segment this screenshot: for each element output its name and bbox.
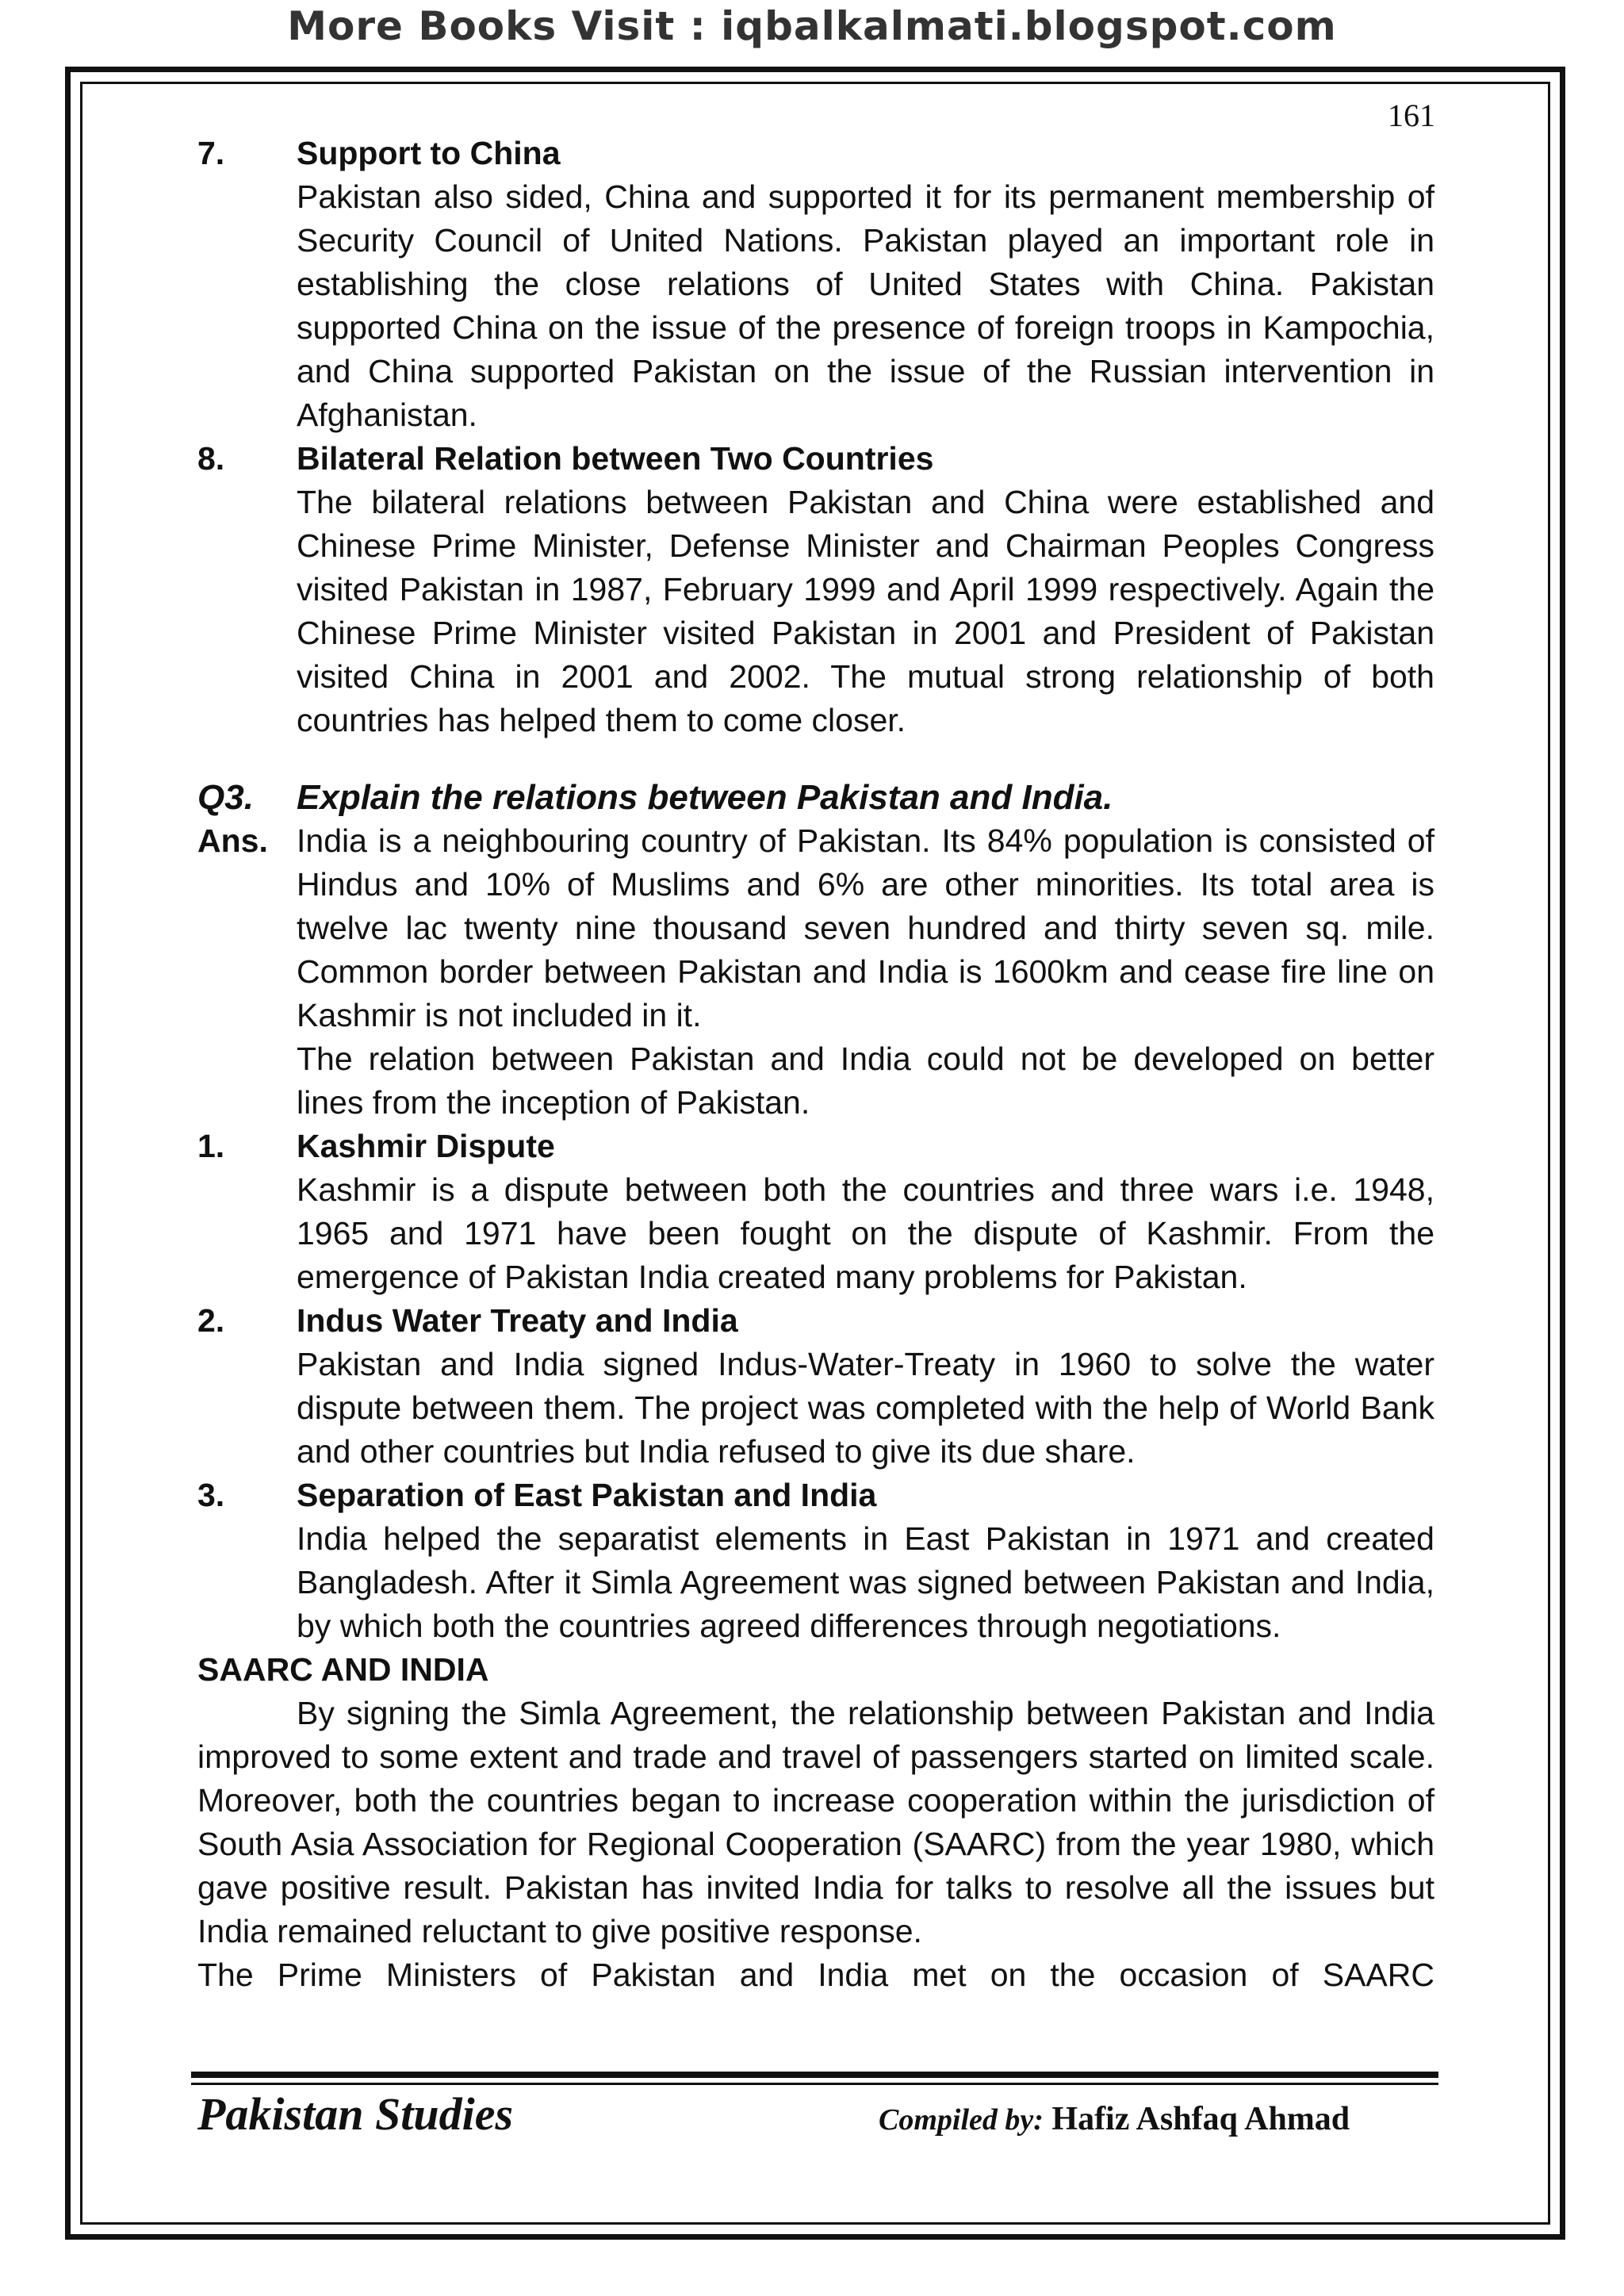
item-title: Indus Water Treaty and India <box>297 1302 738 1339</box>
item-text: Pakistan and India signed Indus-Water-Treaty in 1960 to solve the water dispute between them. The project was completed with the help of World Bank and other countries but India refused to give its due share. <box>297 1346 1434 1470</box>
item-title: Separation of East Pakistan and India <box>297 1477 877 1513</box>
answer-paragraph: India is a neighbouring country of Pakistan. Its 84% population is consisted of Hindus and 10% of Muslims and 6% are other minorities. Its total area is twelve lac twenty nine thousand seven hundred and thirty seven sq. mile. Common border between Pakistan and India is 1600km and cease fire line on Kashmir is not included in it. <box>297 822 1434 1033</box>
page-number: 161 <box>1388 98 1435 133</box>
list-item <box>197 437 1434 742</box>
answer <box>197 819 1434 1125</box>
footer-author: Hafiz Ashfaq Ahmad <box>1051 2101 1350 2137</box>
item-text: India helped the separatist elements in East Pakistan in 1971 and created Bangladesh. After it Simla Agreement was signed between Pakistan and India, by which both the countries agreed differences through negotiations. <box>297 1520 1434 1644</box>
question-text: Explain the relations between Pakistan and India. <box>297 778 1113 817</box>
item-title: Support to China <box>297 135 561 171</box>
banner-link-text: More Books Visit : iqbalkalmati.blogspot.com <box>287 3 1337 49</box>
list-item <box>197 132 1434 437</box>
list-item <box>197 1125 1434 1299</box>
item-number: 8. <box>197 440 225 477</box>
saarc-section <box>197 1648 1434 1997</box>
footer-book-title: Pakistan Studies <box>197 2088 514 2140</box>
item-text: The bilateral relations between Pakistan and China were established and Chinese Prime Minister, Defense Minister and Chairman Peoples Congress visited Pakistan in 1987, February 1999 and April 1999 respectively. Again the Chinese Prime Minister visited Pakistan in 2001 and President of Pakistan visited China in 2001 and 2002. The mutual strong relationship of both countries has helped them to come closer. <box>297 484 1434 738</box>
item-text: Kashmir is a dispute between both the countries and three wars i.e. 1948, 1965 and 1971 have been fought on the dispute of Kashmir. From the emergence of Pakistan India created many problems for Pakistan. <box>297 1171 1434 1295</box>
item-number: 3. <box>197 1477 225 1513</box>
section-heading: SAARC AND INDIA <box>197 1651 489 1688</box>
question-label: Q3. <box>197 778 254 817</box>
answer-paragraph: The relation between Pakistan and India could not be developed on better lines from the inception of Pakistan. <box>297 1041 1434 1121</box>
footer-compiled-label: Compiled by: <box>879 2103 1044 2137</box>
item-number: 7. <box>197 135 225 171</box>
answer-label: Ans. <box>197 822 268 859</box>
section-paragraph: The Prime Ministers of Pakistan and India met on the occasion of SAARC <box>197 1957 1434 1993</box>
item-number: 2. <box>197 1302 225 1339</box>
page-content <box>197 132 1434 1997</box>
item-title: Kashmir Dispute <box>297 1128 555 1164</box>
item-text: Pakistan also sided, China and supported it for its permanent membership of Security Council of United Nations. Pakistan played an important role in establishing the close relations of United States with China. Pakistan supported China on the issue of the presence of foreign troops in Kampochia, and China supported Pakistan on the issue of the Russian intervention in Afghanistan. <box>297 178 1434 433</box>
question <box>197 776 1434 819</box>
footer-rule-thick <box>191 2072 1438 2078</box>
footer-credit <box>879 2100 1350 2138</box>
item-title: Bilateral Relation between Two Countries <box>297 440 934 477</box>
item-number: 1. <box>197 1128 225 1164</box>
list-item <box>197 1474 1434 1648</box>
list-item <box>197 1299 1434 1474</box>
section-paragraph: By signing the Simla Agreement, the relationship between Pakistan and India improved to some extent and trade and travel of passengers started on limited scale. Moreover, both the countries began to increase cooperation within the jurisdiction of South Asia Association for Regional Cooperation (SAARC) from the year 1980, which gave positive result. Pakistan has invited India for talks to resolve all the issues but India remained reluctant to give positive response. <box>197 1695 1434 1949</box>
footer-rule-thin <box>191 2083 1438 2085</box>
